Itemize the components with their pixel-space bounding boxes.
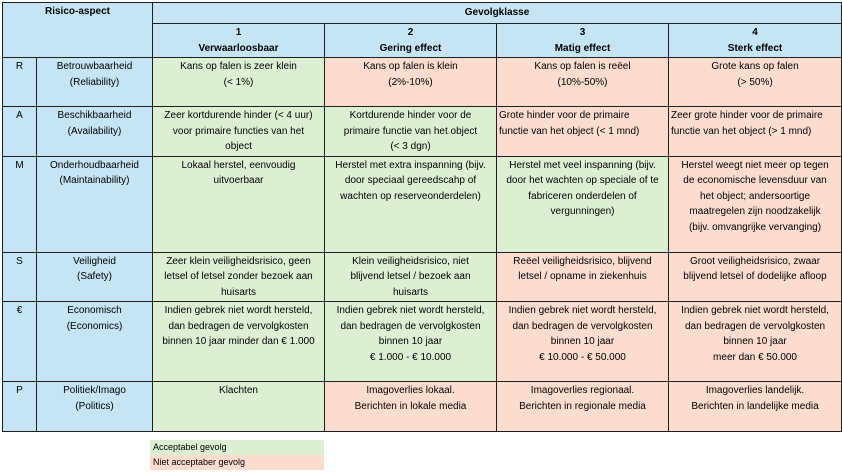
table-row: [3, 302, 842, 382]
aspect-code: S: [3, 252, 37, 302]
aspect-label: Beschikbaarheid (Availability): [37, 107, 153, 157]
aspect-code: P: [3, 382, 37, 432]
matrix-cell: Klein veiligheidsrisico, niet blijvend letsel / bezoek aan huisarts: [325, 252, 497, 302]
legend-unacceptable: Niet acceptaber gevolg: [150, 455, 324, 470]
class-name: Verwaarloosbaar: [198, 42, 279, 54]
class-header-1: [153, 24, 325, 58]
aspect-code: R: [3, 58, 37, 107]
aspect-label: Veiligheid (Safety): [37, 252, 153, 302]
consequence-class-header: Gevolgklasse: [153, 3, 842, 24]
matrix-cell: Lokaal herstel, eenvoudig uitvoerbaar: [153, 156, 325, 252]
aspect-label: Economisch (Economics): [37, 302, 153, 382]
aspect-label: Politiek/Imago (Politics): [37, 382, 153, 432]
class-header-2: [325, 24, 497, 58]
risk-matrix-table: [2, 2, 842, 432]
matrix-cell: Grote hinder voor de primaire functie van het object (< 1 mnd): [497, 107, 669, 157]
matrix-cell: Kans op falen is reëel (10%-50%): [497, 58, 669, 107]
aspect-label: Betrouwbaarheid (Reliability): [37, 58, 153, 107]
class-number: 2: [407, 27, 414, 38]
class-name: Sterk effect: [727, 42, 783, 54]
table-row: [3, 58, 842, 107]
matrix-cell: Reëel veiligheidsrisico, blijvend letsel / opname in ziekenhuis: [497, 252, 669, 302]
matrix-cell: Indien gebrek niet wordt hersteld, dan bedragen de vervolgkosten binnen 10 jaar meer dan € 50.000: [669, 302, 842, 382]
matrix-cell: Herstel weegt niet meer op tegen de economische levensduur van het object; andersoortige maatregelen zijn noodzakelijk (bijv. omvangrijke vervanging): [669, 156, 842, 252]
risk-aspect-header: Risico-aspect: [3, 3, 153, 58]
class-header-3: [497, 24, 669, 58]
matrix-cell: Imagoverlies landelijk. Berichten in landelijke media: [669, 382, 842, 432]
matrix-cell: Indien gebrek niet wordt hersteld, dan bedragen de vervolgkosten binnen 10 jaar minder dan € 1.000: [153, 302, 325, 382]
matrix-cell: Herstel met extra inspanning (bijv. door speciaal gereedscahp of wachten op reserveonderdelen): [325, 156, 497, 252]
class-number: 1: [235, 27, 242, 38]
matrix-cell: Zeer kortdurende hinder (< 4 uur) voor primaire functies van het object: [153, 107, 325, 157]
matrix-cell: Herstel met veel inspanning (bijv. door het wachten op speciale of te fabriceren onderdelen of vergunningen): [497, 156, 669, 252]
matrix-cell: Groot veiligheidsrisico, zwaar blijvend letsel of dodelijke afloop: [669, 252, 842, 302]
aspect-code: €: [3, 302, 37, 382]
matrix-cell: Zeer grote hinder voor de primaire functie van het object (> 1 mnd): [669, 107, 842, 157]
matrix-cell: Kans op falen is zeer klein (< 1%): [153, 58, 325, 107]
aspect-label: Onderhoudbaarheid (Maintainability): [37, 156, 153, 252]
class-number: 3: [579, 27, 586, 38]
aspect-code: M: [3, 156, 37, 252]
table-row: [3, 382, 842, 432]
table-row: [3, 107, 842, 157]
table-row: [3, 252, 842, 302]
matrix-cell: Grote kans op falen (> 50%): [669, 58, 842, 107]
class-header-4: [669, 24, 842, 58]
matrix-cell: Indien gebrek niet wordt hersteld, dan bedragen de vervolgkosten binnen 10 jaar € 10.000 - € 50.000: [497, 302, 669, 382]
matrix-cell: Kortdurende hinder voor de primaire functie van het object (< 3 dgn): [325, 107, 497, 157]
legend-acceptable: Acceptabel gevolg: [150, 440, 324, 455]
matrix-cell: Indien gebrek niet wordt hersteld, dan bedragen de vervolgkosten binnen 10 jaar € 1.000 - € 10.000: [325, 302, 497, 382]
matrix-cell: Imagoverlies regionaal. Berichten in regionale media: [497, 382, 669, 432]
matrix-cell: Zeer klein veiligheidsrisico, geen letsel of letsel zonder bezoek aan huisarts: [153, 252, 325, 302]
matrix-cell: Imagoverlies lokaal. Berichten in lokale media: [325, 382, 497, 432]
class-number: 4: [752, 27, 758, 38]
table-row: [3, 156, 842, 252]
matrix-cell: Klachten: [153, 382, 325, 432]
matrix-cell: Kans op falen is klein (2%-10%): [325, 58, 497, 107]
class-name: Gering effect: [379, 42, 442, 54]
aspect-code: A: [3, 107, 37, 157]
class-name: Matig effect: [554, 42, 611, 54]
